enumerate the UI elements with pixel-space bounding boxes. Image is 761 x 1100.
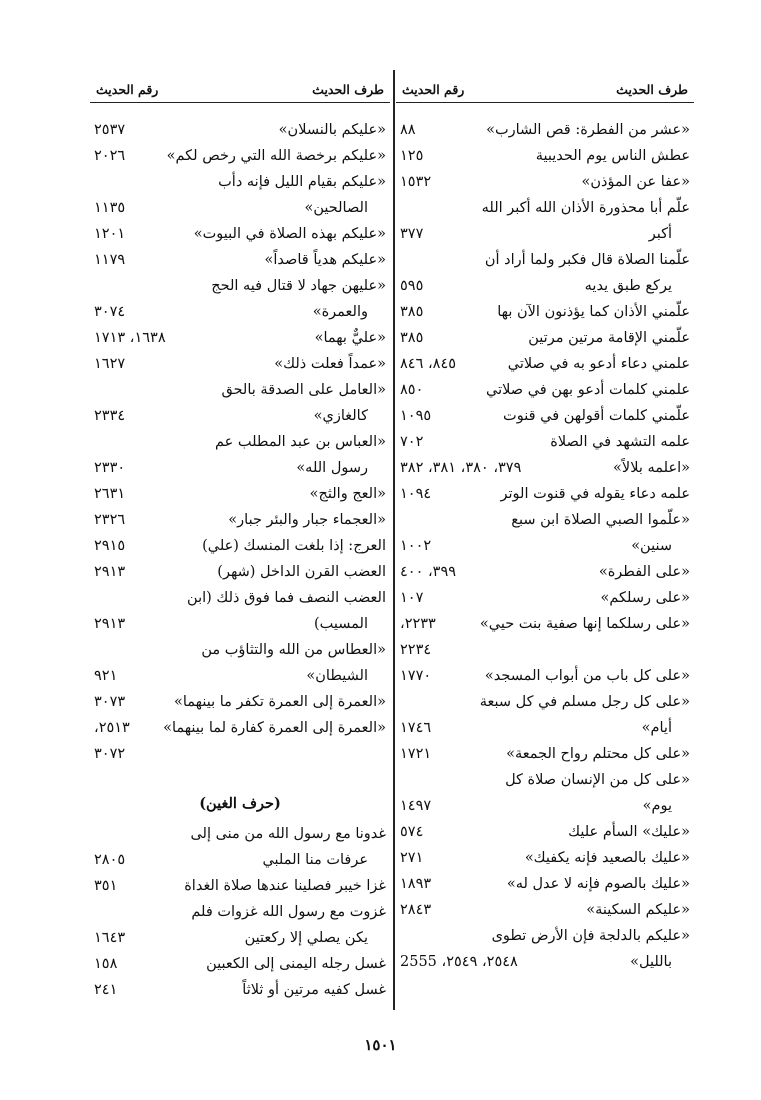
hadith-number: ١٢٠١ — [94, 226, 126, 242]
hadith-text-continuation: الشيطان» — [306, 668, 368, 684]
hadith-text: «عليكم برخصة الله التي رخص لكم» — [166, 148, 386, 164]
hadith-text: غزوت مع رسول الله غزوات فلم — [191, 904, 386, 920]
hadith-entry — [90, 585, 390, 637]
hadith-number: ٩٢١ — [94, 668, 118, 684]
hadith-number: ١١٣٥ — [94, 200, 126, 216]
hadith-entry — [90, 377, 390, 429]
hadith-entry — [90, 247, 390, 273]
hadith-text: علّم أبا محذورة الأذان الله أكبر الله — [481, 200, 690, 216]
hadith-entry — [90, 715, 390, 767]
hadith-entry — [396, 117, 694, 143]
left-entries — [90, 103, 390, 767]
hadith-entry — [90, 117, 390, 143]
hadith-text: «عليكم بالنسلان» — [278, 122, 386, 138]
left-entries-2 — [90, 821, 390, 1003]
hadith-entry — [396, 195, 694, 247]
hadith-text: غزا خيبر فصلينا عندها صلاة الغداة — [184, 878, 386, 894]
hadith-number: ١٠٩٤ — [400, 486, 432, 502]
hadith-text: «عليهن جهاد لا قتال فيه الحج — [211, 278, 386, 294]
hadith-text-continuation: الصالحين» — [304, 200, 368, 216]
hadith-text: «عليٌّ بهما» — [314, 330, 386, 346]
hadith-text: «العمرة إلى العمرة كفارة لما بينهما» — [163, 720, 386, 736]
hadith-text: غسل رجله اليمنى إلى الكعبين — [206, 956, 386, 972]
hadith-number: ٢٨٤٣ — [400, 902, 432, 918]
hadith-text: علّمني كلمات أقولهن في قنوت — [503, 408, 690, 424]
hadith-number: ١٠٧ — [400, 590, 424, 606]
hadith-number: ٢٩١٥ — [94, 538, 126, 554]
column-divider — [393, 70, 395, 1010]
hadith-number: ١٦٢٧ — [94, 356, 126, 372]
hadith-text: «على رسلكم» — [600, 590, 690, 606]
hadith-text: غسل كفيه مرتين أو ثلاثاً — [242, 982, 386, 998]
hadith-number: ٣٠٧٤ — [94, 304, 126, 320]
section-title: (حرف الغين) — [199, 795, 281, 812]
hadith-entry — [396, 819, 694, 845]
hadith-number: ١٥٣٢ — [400, 174, 432, 190]
hadith-number: ٣٨٥ — [400, 304, 424, 320]
hadith-number: ١٠٠٢ — [400, 538, 432, 554]
hadith-number: ٢٦٣١ — [94, 486, 126, 502]
hadith-number: ٢٤١ — [94, 982, 118, 998]
hadith-number: ١٨٩٣ — [400, 876, 432, 892]
hadith-number: ١٧٤٦ — [400, 720, 432, 736]
hadith-entry — [396, 689, 694, 741]
hadith-text-continuation: سنين» — [631, 538, 672, 554]
hadith-number: ٨٤٥، ٨٤٦ — [400, 356, 457, 372]
hadith-entry — [396, 351, 694, 377]
hadith-text: العرج: إذا بلغت المنسك (علي) — [202, 538, 386, 554]
hadith-entry — [396, 299, 694, 325]
hadith-text: «عليكم السكينة» — [586, 902, 690, 918]
hadith-text: العضب النصف فما فوق ذلك (ابن — [187, 590, 386, 606]
hadith-number: ٢٥١٣، — [94, 720, 130, 736]
hadith-text: «على الفطرة» — [598, 564, 690, 580]
hadith-number: ٨٥٠ — [400, 382, 424, 398]
hadith-number: ١٧٢١ — [400, 746, 432, 762]
hadith-entry — [90, 169, 390, 221]
hadith-text-continuation: يركع طبق يديه — [584, 278, 672, 294]
hadith-entry — [90, 273, 390, 325]
hadith-entry — [396, 429, 694, 455]
hadith-text: «العباس بن عبد المطلب عم — [214, 434, 386, 450]
hadith-text: «عليكم بقيام الليل فإنه دأب — [218, 174, 386, 190]
hadith-text: عطش الناس يوم الحديبية — [535, 148, 690, 164]
hadith-text: «العامل على الصدقة بالحق — [221, 382, 386, 398]
hadith-text: «عليك» السأم عليك — [568, 824, 690, 840]
page-number: ١٥٠١ — [364, 1036, 397, 1054]
hadith-text: «عمداً فعلت ذلك» — [274, 356, 386, 372]
hadith-entry — [396, 767, 694, 819]
hadith-text: «على كل محتلم رواح الجمعة» — [506, 746, 690, 762]
hadith-entry — [396, 377, 694, 403]
right-column-header — [396, 78, 694, 103]
hadith-number: ٢٢٣٣، — [400, 616, 436, 632]
hadith-number: ٣٧٧ — [400, 226, 424, 242]
hadith-text: غدونا مع رسول الله من منى إلى — [190, 826, 386, 842]
hadith-number: ٢٧١ — [400, 850, 424, 866]
hadith-number: ٢٣٣٤ — [94, 408, 126, 424]
hadith-text: «اعلمه بلالاً» — [613, 460, 690, 476]
hadith-number: ١١٧٩ — [94, 252, 126, 268]
hadith-number: ١٧٧٠ — [400, 668, 432, 684]
hadith-entry — [396, 143, 694, 169]
hadith-entry — [90, 821, 390, 873]
hadith-text: علمه التشهد في الصلاة — [550, 434, 690, 450]
hadith-entry — [90, 899, 390, 951]
hadith-text: العضب القرن الداخل (شهر) — [217, 564, 386, 580]
hadith-entry — [396, 247, 694, 299]
hadith-number: ٣٧٩، ٣٨٠، ٣٨١، ٣٨٢ — [400, 460, 522, 476]
hadith-entry — [396, 455, 694, 481]
hadith-entry — [90, 507, 390, 533]
hadith-text-continuation: كالغازي» — [313, 408, 368, 424]
hadith-entry — [396, 169, 694, 195]
hadith-text: علمني دعاء أدعو به في صلاتي — [507, 356, 690, 372]
hadith-number: ٢٩١٣ — [94, 616, 126, 632]
hadith-entry — [396, 611, 694, 663]
hadith-text: «العطاس من الله والتثاؤب من — [201, 642, 386, 658]
hadith-entry — [396, 845, 694, 871]
hadith-number: ٢٨٠٥ — [94, 852, 126, 868]
hadith-number: ١٢٥ — [400, 148, 424, 164]
hadith-text: «عشر من الفطرة: قص الشارب» — [486, 122, 690, 138]
hadith-text: علّمنا الصلاة قال فكبر ولما أراد أن — [484, 252, 690, 268]
hadith-number: ٢٣٣٠ — [94, 460, 126, 476]
hadith-number: ٥٧٤ — [400, 824, 424, 840]
header-text-label: طرف الحديث — [312, 82, 384, 97]
hadith-entry — [90, 143, 390, 169]
hadith-number: ٢٣٢٦ — [94, 512, 126, 528]
hadith-entry — [90, 977, 390, 1003]
hadith-text: «عليكم بالدلجة فإن الأرض تطوى — [491, 928, 690, 944]
hadith-number: ٢٠٢٦ — [94, 148, 126, 164]
hadith-number: ٣٥١ — [94, 878, 118, 894]
hadith-text-continuation: رسول الله» — [296, 460, 368, 476]
hadith-entry — [90, 325, 390, 351]
hadith-number: ١٠٩٥ — [400, 408, 432, 424]
hadith-number: ٨٨ — [400, 122, 416, 138]
right-entries — [396, 103, 694, 975]
hadith-text: «عليكم بهذه الصلاة في البيوت» — [193, 226, 386, 242]
hadith-entry — [90, 481, 390, 507]
hadith-entry — [396, 923, 694, 975]
hadith-text: علّمني الإقامة مرتين مرتين — [528, 330, 690, 346]
hadith-entry — [396, 403, 694, 429]
hadith-entry — [396, 585, 694, 611]
hadith-entry — [396, 481, 694, 507]
hadith-text: «علّموا الصبي الصلاة ابن سبع — [511, 512, 690, 528]
hadith-text-continuation: أيام» — [641, 720, 672, 736]
hadith-text: «عليكم هدياً قاصداً» — [264, 252, 386, 268]
hadith-entry — [90, 689, 390, 715]
hadith-number: ١٤٩٧ — [400, 798, 432, 814]
hadith-number: ٣٩٩، ٤٠٠ — [400, 564, 457, 580]
header-text-label: طرف الحديث — [616, 82, 688, 97]
hadith-number: ٢٩١٣ — [94, 564, 126, 580]
hadith-text: «عفا عن المؤذن» — [581, 174, 690, 190]
hadith-number: ١٦٤٣ — [94, 930, 126, 946]
hadith-number-continuation: ٣٠٧٢ — [94, 746, 126, 762]
hadith-text-continuation: المسيب) — [313, 616, 368, 632]
hadith-entry — [90, 559, 390, 585]
hadith-text: «العمرة إلى العمرة تكفر ما بينهما» — [174, 694, 386, 710]
hadith-text: «على كل من الإنسان صلاة كل — [505, 772, 690, 788]
left-column-header — [90, 78, 390, 103]
hadith-text: «عليك بالصوم فإنه لا عدل له» — [506, 876, 690, 892]
hadith-entry — [396, 507, 694, 559]
hadith-number: ٥٩٥ — [400, 278, 424, 294]
hadith-entry — [396, 871, 694, 897]
header-number-label: رقم الحديث — [96, 82, 159, 97]
hadith-text: «على رسلكما إنها صفية بنت حيي» — [479, 616, 690, 632]
hadith-text-continuation: أكبر — [648, 226, 672, 242]
hadith-text-continuation: والعمرة» — [312, 304, 368, 320]
hadith-text: «على كل باب من أبواب المسجد» — [484, 668, 690, 684]
hadith-text-continuation: عرفات منا الملبي — [262, 852, 368, 868]
hadith-text-continuation: يكن يصلي إلا ركعتين — [244, 930, 368, 946]
hadith-text-continuation: يوم» — [642, 798, 672, 814]
hadith-number: ١٦٣٨، ١٧١٣ — [94, 330, 166, 346]
hadith-number: ٧٠٢ — [400, 434, 424, 450]
hadith-number: ٢٥٣٧ — [94, 122, 126, 138]
hadith-entry — [90, 951, 390, 977]
hadith-number: ٣٠٧٣ — [94, 694, 126, 710]
hadith-number: ١٥٨ — [94, 956, 118, 972]
hadith-number: ٣٨٥ — [400, 330, 424, 346]
hadith-entry — [90, 221, 390, 247]
hadith-number-continuation: ٢٢٣٤ — [400, 642, 432, 658]
hadith-entry — [396, 325, 694, 351]
hadith-entry — [90, 533, 390, 559]
header-number-label: رقم الحديث — [402, 82, 465, 97]
hadith-text: «عليك بالصعيد فإنه يكفيك» — [524, 850, 690, 866]
hadith-entry — [90, 429, 390, 481]
hadith-text: «العج والثج» — [309, 486, 386, 502]
hadith-entry — [396, 663, 694, 689]
hadith-entry — [90, 351, 390, 377]
hadith-entry — [396, 559, 694, 585]
hadith-text: علمني كلمات أدعو بهن في صلاتي — [486, 382, 690, 398]
hadith-text-continuation: بالليل» — [630, 954, 672, 970]
hadith-number: ٢٥٤٨، ٢٥٤٩، 2555 — [400, 954, 518, 970]
hadith-entry — [90, 637, 390, 689]
right-column — [396, 78, 694, 975]
hadith-text: «العجماء جبار والبئر جبار» — [228, 512, 386, 528]
hadith-entry — [396, 897, 694, 923]
hadith-text: «على كل رجل مسلم في كل سبعة — [479, 694, 690, 710]
left-column — [90, 78, 390, 1003]
hadith-entry — [90, 873, 390, 899]
hadith-text: علّمني الأذان كما يؤذنون الآن بها — [497, 304, 690, 320]
hadith-entry — [396, 741, 694, 767]
hadith-text: علمه دعاء يقوله في قنوت الوتر — [500, 486, 690, 502]
